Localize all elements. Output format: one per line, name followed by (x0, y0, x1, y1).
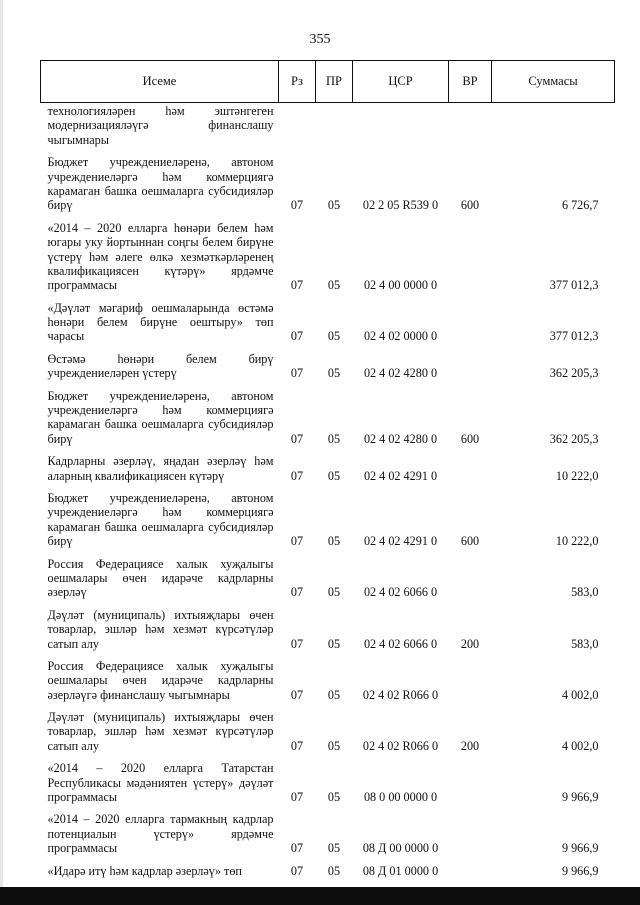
row-pr: 05 (327, 636, 341, 651)
table-row (41, 755, 615, 806)
row-sum: 362 205,3 (549, 431, 599, 446)
row-name: Кадрларны әзерләү, яңадан әзерләү һәм аларның квалификациясен күтәрү (47, 454, 274, 483)
row-name: Россия Федерациясе халык хуҗалыгы оешмалары өчен идарәче кадрларны әзерләү (47, 556, 274, 600)
row-vr (449, 858, 492, 880)
row-vr (449, 346, 492, 383)
row-vr (449, 295, 492, 346)
table-row (41, 448, 615, 485)
row-vr: 600 (460, 534, 480, 549)
row-sum: 377 012,3 (549, 329, 599, 344)
table-row (41, 149, 615, 215)
row-pr: 05 (327, 198, 341, 213)
row-pr: 05 (327, 329, 341, 344)
row-sum (492, 103, 615, 150)
row-pr: 05 (327, 790, 341, 805)
header-rz: Рз (279, 61, 316, 103)
row-csr: 02 2 05 R539 0 (362, 198, 439, 213)
row-vr (449, 551, 492, 602)
row-pr: 05 (327, 585, 341, 600)
row-csr: 02 4 02 4291 0 (363, 468, 438, 483)
row-csr: 02 4 02 6066 0 (363, 585, 438, 600)
table-row (41, 295, 615, 346)
row-rz: 07 (290, 431, 304, 446)
row-csr: 08 0 00 0000 0 (363, 790, 438, 805)
row-vr: 200 (460, 636, 480, 651)
row-csr: 02 4 02 R066 0 (362, 738, 439, 753)
row-sum: 362 205,3 (549, 366, 599, 381)
page-number: 355 (309, 32, 331, 47)
table-body (41, 103, 615, 880)
row-rz: 07 (290, 366, 304, 381)
row-csr: 02 4 02 6066 0 (363, 636, 438, 651)
scan-bottom-bar (0, 887, 640, 905)
table-header (41, 61, 615, 103)
row-csr: 02 4 02 4291 0 (363, 534, 438, 549)
row-csr: 02 4 02 R066 0 (362, 687, 439, 702)
row-name: «Дәүләт мәгариф оешмаларында өстәмә һөнәри белем бирүне оештыру» төп чарасы (47, 300, 274, 344)
row-name: «Идарә итү һәм кадрлар әзерләү» төп (47, 863, 242, 878)
table-row (41, 806, 615, 857)
row-rz: 07 (290, 863, 304, 878)
row-name: технологияләрен һәм эштәнгеген модернизацияләүгә финанслашу чыгымнары (47, 104, 274, 147)
row-rz (279, 103, 316, 150)
row-rz: 07 (290, 687, 304, 702)
header-name: Исеме (41, 61, 279, 103)
row-pr: 05 (327, 687, 341, 702)
row-name: Дәүләт (муниципаль) ихтыяҗлары өчен товарлар, эшләр һәм хезмәт күрсәтүләр сатып алу (47, 710, 274, 753)
row-sum: 583,0 (571, 585, 599, 600)
row-name: Бюджет учреждениеләренә, автоном учреждениеләргә һәм коммерциягә карамаган башка оешмаларга субсидияләр бирү (47, 155, 274, 213)
row-pr: 05 (327, 841, 341, 856)
row-name: Бюджет учреждениеләренә, автоном учреждениеләргә һәм коммерциягә карамаган башка оешмаларга субсидияләр бирү (47, 388, 274, 446)
row-pr: 05 (327, 738, 341, 753)
row-name: Дәүләт (муниципаль) ихтыяҗлары өчен товарлар, эшләр һәм хезмәт күрсәтүләр сатып алу (47, 607, 274, 651)
row-sum: 9 966,9 (561, 790, 599, 805)
budget-table (40, 60, 615, 880)
row-pr (316, 103, 353, 150)
row-vr (449, 806, 492, 857)
header-csr: ЦСР (353, 61, 449, 103)
header-sum: Суммасы (492, 61, 615, 103)
row-vr (449, 653, 492, 704)
row-pr: 05 (327, 278, 341, 293)
row-sum: 10 222,0 (555, 534, 599, 549)
row-name: «2014 – 2020 елларга тармакның кадрлар потенциалын үстерү» ярдәмче программасы (47, 812, 274, 856)
row-sum: 4 002,0 (561, 687, 599, 702)
row-rz: 07 (290, 636, 304, 651)
row-csr: 02 4 02 4280 0 (363, 431, 438, 446)
table-row (41, 103, 615, 150)
row-name: Россия Федерациясе халык хуҗалыгы оешмалары өчен идарәче кадрларны әзерләүгә финанслашу чыгымнары (47, 658, 274, 702)
row-csr: 02 4 02 4280 0 (363, 366, 438, 381)
row-name: «2014 – 2020 елларга Татарстан Республикасы мәдәниятен үстерү» дәүләт программасы (47, 761, 274, 805)
row-sum: 377 012,3 (549, 278, 599, 293)
row-csr (353, 103, 449, 150)
header-vr: ВР (449, 61, 492, 103)
row-pr: 05 (327, 534, 341, 549)
table-row (41, 602, 615, 653)
table-row (41, 346, 615, 383)
row-csr: 08 Д 01 0000 0 (362, 863, 439, 878)
row-rz: 07 (290, 198, 304, 213)
table-row (41, 551, 615, 602)
row-rz: 07 (290, 790, 304, 805)
row-vr: 200 (460, 738, 480, 753)
row-pr: 05 (327, 863, 341, 878)
row-vr (449, 755, 492, 806)
row-csr: 02 4 00 0000 0 (363, 278, 438, 293)
row-rz: 07 (290, 585, 304, 600)
row-csr: 02 4 02 0000 0 (363, 329, 438, 344)
row-name: «2014 – 2020 елларга һөнәри белем һәм югары уку йортыннан соңгы белем бирүне үстерү һәм әлеге өлкә хезмәткәрләренең квалификациясен күтәрү» ярдәмче программасы (47, 220, 274, 293)
scan-left-edge (0, 0, 3, 905)
row-rz: 07 (290, 329, 304, 344)
row-sum: 4 002,0 (561, 738, 599, 753)
row-sum: 9 966,9 (561, 863, 599, 878)
row-vr: 600 (460, 431, 480, 446)
row-sum: 583,0 (571, 636, 599, 651)
row-pr: 05 (327, 366, 341, 381)
row-csr: 08 Д 00 0000 0 (362, 841, 439, 856)
table-row (41, 653, 615, 704)
row-pr: 05 (327, 468, 341, 483)
row-rz: 07 (290, 468, 304, 483)
row-rz: 07 (290, 841, 304, 856)
row-rz: 07 (290, 534, 304, 549)
table-row (41, 858, 615, 880)
table-row (41, 704, 615, 755)
row-sum: 6 726,7 (561, 198, 599, 213)
row-sum: 10 222,0 (555, 468, 599, 483)
table-row (41, 215, 615, 295)
table-row (41, 383, 615, 449)
table-row (41, 485, 615, 551)
row-rz: 07 (290, 278, 304, 293)
row-pr: 05 (327, 431, 341, 446)
row-vr (449, 103, 492, 150)
row-sum: 9 966,9 (561, 841, 599, 856)
row-vr (449, 215, 492, 295)
row-vr: 600 (460, 198, 480, 213)
row-vr (449, 448, 492, 485)
header-pr: ПР (316, 61, 353, 103)
row-name: Бюджет учреждениеләренә, автоном учреждениеләргә һәм коммерциягә карамаган башка оешмаларга субсидияләр бирү (47, 490, 274, 549)
row-name: Өстәмә һөнәри белем бирү учреждениеләрен үстерү (47, 351, 274, 381)
row-rz: 07 (290, 738, 304, 753)
